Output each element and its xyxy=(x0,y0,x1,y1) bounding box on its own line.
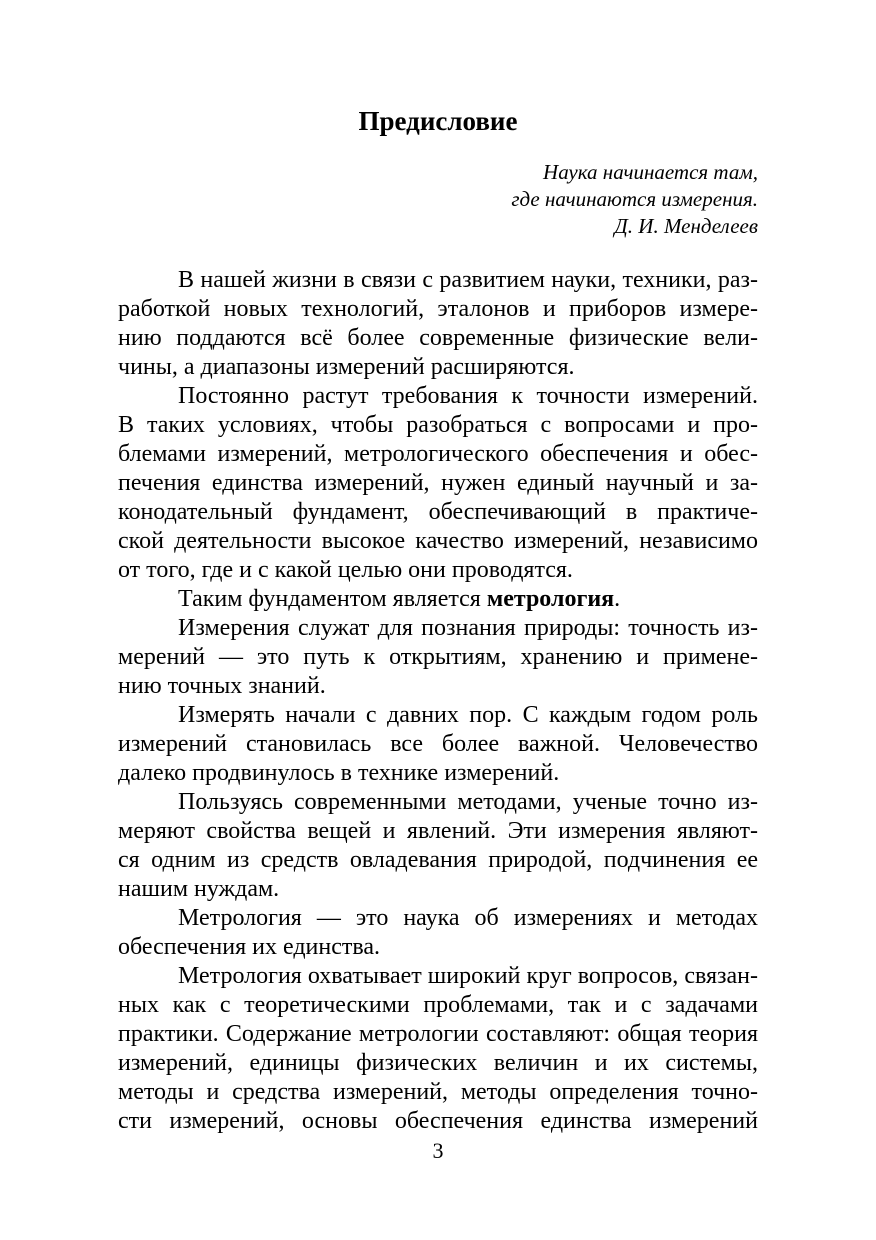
text-line: работкой новых технологий, эталонов и приборов измере- xyxy=(118,296,758,322)
text-line: от того, где и с какой целью они проводятся. xyxy=(118,557,573,583)
text-line: нию точных знаний. xyxy=(118,673,326,699)
text-line: меряют свойства вещей и явлений. Эти измерения являют- xyxy=(118,818,758,844)
text-line: конодательный фундамент, обеспечивающий в практиче- xyxy=(118,499,758,525)
text-run: Таким фундаментом является xyxy=(178,586,487,612)
text-line: ской деятельности высокое качество измерений, независимо xyxy=(118,528,758,554)
epigraph xyxy=(118,159,758,240)
text-line: Пользуясь современными методами, ученые точно из- xyxy=(178,789,758,815)
text-line: измерений, единицы физических величин и их системы, xyxy=(118,1050,758,1076)
paragraph-2 xyxy=(118,382,758,585)
text-line: печения единства измерений, нужен единый научный и за- xyxy=(118,470,758,496)
text-line: практики. Содержание метрологии составляют: общая теория xyxy=(118,1021,758,1047)
page-title: Предисловие xyxy=(358,106,518,136)
text-line: нашим нуждам. xyxy=(118,876,280,902)
page-number: 3 xyxy=(432,1138,444,1163)
text-line: обеспечения их единства. xyxy=(118,934,381,960)
text-line: чины, а диапазоны измерений расширяются. xyxy=(118,354,575,380)
text-line: сти измерений, основы обеспечения единства измерений xyxy=(118,1108,758,1134)
paragraph-8 xyxy=(118,962,758,1136)
text-line: ся одним из средств овладевания природой, подчинения ее xyxy=(118,847,758,873)
text-line xyxy=(118,585,758,614)
paragraph-3 xyxy=(118,585,758,614)
text-line: В таких условиях, чтобы разобраться с вопросами и про- xyxy=(118,412,758,438)
text-line: Измерения служат для познания природы: точность из- xyxy=(178,615,758,641)
text-line: методы и средства измерений, методы определения точно- xyxy=(118,1079,758,1105)
text-line: Метрология охватывает широкий круг вопросов, связан- xyxy=(178,963,758,989)
text-line: мерений — это путь к открытиям, хранению и примене- xyxy=(118,644,758,670)
body-text xyxy=(118,266,758,1136)
text-line: блемами измерений, метрологического обеспечения и обес- xyxy=(118,441,758,467)
text-line: Постоянно растут требования к точности измерений. xyxy=(178,383,758,409)
paragraph-7 xyxy=(118,904,758,962)
text-line: Метрология — это наука об измерениях и методах xyxy=(178,905,758,931)
key-term-metrology: метрология xyxy=(486,586,615,612)
text-run: . xyxy=(614,586,621,612)
text-line: В нашей жизни в связи с развитием науки, техники, раз- xyxy=(178,267,758,293)
text-line: нию поддаются всё более современные физические вели- xyxy=(118,325,758,351)
paragraph-1 xyxy=(118,266,758,382)
text-line: измерений становилась все более важной. Человечество xyxy=(118,731,758,757)
epigraph-line-1: Наука начинается там, xyxy=(543,160,758,184)
text-line: Измерять начали с давних пор. С каждым годом роль xyxy=(178,702,758,728)
paragraph-4 xyxy=(118,614,758,701)
text-line: далеко продвинулось в технике измерений. xyxy=(118,760,560,786)
paragraph-5 xyxy=(118,701,758,788)
text-line: ных как с теоретическими проблемами, так и с задачами xyxy=(118,992,758,1018)
page-content xyxy=(118,104,758,1136)
epigraph-line-2: где начинаются измерения. xyxy=(511,187,758,211)
paragraph-6 xyxy=(118,788,758,904)
epigraph-author: Д. И. Менделеев xyxy=(614,214,758,238)
